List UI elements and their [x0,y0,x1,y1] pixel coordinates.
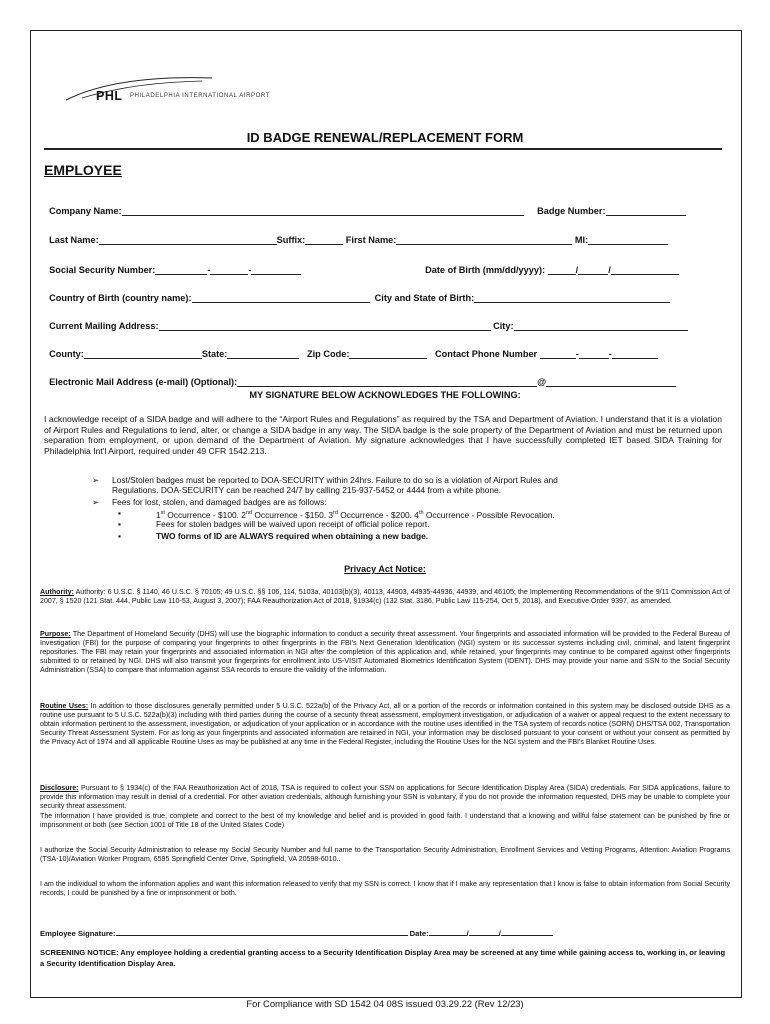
mailing-address-field[interactable] [159,321,491,331]
dob-separator: / [608,265,611,275]
email-domain-field[interactable] [546,377,676,387]
mailing-row [44,311,688,331]
ssn-field-3[interactable] [251,265,301,275]
city-field[interactable] [514,321,688,331]
routine-uses-label: Routine Uses: [40,702,89,710]
company-field[interactable] [122,206,524,216]
company-label: Company Name: [49,206,122,216]
acknowledgement-heading: MY SIGNATURE BELOW ACKNOWLEDGES THE FOLLOWING: [249,390,521,400]
authority-label: Authority: [40,588,74,596]
sub-bullet-two-ids: TWO forms of ID are ALWAYS required when obtaining a new badge. [156,531,429,541]
birth-row [44,283,670,303]
sub-bullet-police: Fees for stolen badges will be waived upon receipt of official police report. [156,519,430,529]
bullet-fees: Fees for lost, stolen, and damaged badges are as follows: [112,497,327,507]
logo-abbr: PHL [96,89,123,103]
authority-text: Authority: 6 U.S.C. § 1140, 46 U.S.C. § 70105; 49 U.S.C. §§ 106, 114, 5103a, 40103(b)(3), 40113, 44903, 44935-44936, 44939, and 46105; the Implementing Recommendations of the 9/11 Commission Act of 2007, § 1520 (121 Stat. 444, Public Law 110-53, August 3, 2007); FAA Reauthorization Act of 2018, §1934(c) (132 Stat. 3186, Public Law 115-254, Oct 5, 2018), and Executive Order 9397, as amended. [40,588,730,606]
ssn-label: Social Security Number: [49,265,156,275]
mi-label: MI: [574,235,589,245]
arrow-bullet-icon: ➢ [92,475,100,485]
zip-field[interactable] [349,349,427,359]
first-name-field[interactable] [396,235,572,245]
ssn-field-2[interactable] [210,265,248,275]
email-at: @ [537,377,547,387]
purpose-label: Purpose: [40,630,71,638]
sig-date-month[interactable] [429,927,467,936]
sig-date-year[interactable] [501,927,553,936]
square-bullet-icon: ▪ [118,531,121,541]
form-title: ID BADGE RENEWAL/REPLACEMENT FORM [246,130,524,145]
sub-bullet-occurrences: 1st Occurrence - $100. 2nd Occurrence - $150. 3rd Occurrence - $200. 4th Occurrence - Possible Revocation. [156,509,555,520]
signature-label: Employee Signature: [40,929,116,938]
email-row [44,367,676,387]
screening-notice: SCREENING NOTICE: Any employee holding a credential granting access to a Security Identification Display Area may be screened at any time while gaining access to, working in, or leaving a Security Identification Display Area. [40,948,726,968]
dob-separator: / [575,265,579,275]
county-field[interactable] [84,349,202,359]
purpose-paragraph [40,630,730,675]
bullet-text: Regulations. DOA-SECURITY can be reached 24/7 by calling 215-937-5452 or 4444 from a white phone. [112,484,502,495]
county-row [44,339,658,359]
certify-paragraph: The information I have provided is true, complete and correct to the best of my knowledge and belief and is provided in good faith. I understand that a knowing and willful false statement can be punished by fine or imprisonment or both (see Section 1001 of Title 18 of the United States Code) [40,812,730,830]
mailing-address-label: Current Mailing Address: [49,321,159,331]
routine-uses-text: In addition to those disclosures generally permitted under 5 U.S.C. 522a(b) of the Privacy Act, all or a portion of the records or information contained in this system may be disclosed outside DHS as a routine use pursuant to 5 U.S.C. 522a(b)(3) including with third parties during the course of a security threat assessment, employment investigation, or adjudication of a waiver or appeal request to the extent necessary to obtain information pertinent to the assessment, investigation, or adjudication of your application or in accordance with the routine uses identified in the TSA system of records notice (SORN) DHS/TSA 002, Transportation Security Threat Assessment System. For as long as your fingerprints and associated information are retained in NGI, your information may be disclosed pursuant to your consent or without your consent as permitted by the Privacy Act of 1974 and all applicable Routine Uses as may be published at any time in the Federal Register, including the Routine Uses for the NGI system and the FBI's Blanket Routine Uses. [40,702,730,747]
city-label: City: [493,321,514,331]
name-row [44,225,668,245]
date-label: Date: [409,929,429,938]
authority-paragraph [40,588,730,606]
dob-day-field[interactable] [575,265,608,275]
last-name-field[interactable] [99,235,277,245]
state-field[interactable] [227,349,299,359]
square-bullet-icon: ▪ [118,519,121,529]
title-rule [44,148,722,150]
individual-paragraph: I am the individual to whom the information applies and want this information released to verify that my SSN is correct. I know that if I make any representation that I know is false to obtain information from Social Security records, I could be punished by a fine or imprisonment or both. [40,880,730,898]
badge-row [532,196,686,216]
section-heading: EMPLOYEE [44,162,122,178]
email-label: Electronic Mail Address (e-mail) (Optional): [49,377,238,387]
privacy-heading: Privacy Act Notice: [344,564,426,574]
county-label: County: [49,349,84,359]
last-name-label: Last Name: [49,235,99,245]
signature-row: Employee Signature: Date: / / [40,927,553,938]
disclosure-text: Pursuant to § 1934(c) of the FAA Reauthorization Act of 2018, TSA is required to collect your SSN on applications for Secure Identification Display Area (SIDA) credentials. For SIDA applications, failure to provide this information may result in denial of a credential. For other aviation credentials, although furnishing your SSN is voluntary, if you do not provide the information requested, DHS may be unable to complete your security threat assessment. [40,784,730,811]
email-user-field[interactable] [237,377,537,387]
phone-field-1[interactable] [540,349,576,359]
phl-logo [62,72,302,106]
dob-row [420,255,679,275]
routine-uses-paragraph [40,702,730,747]
sig-date-day[interactable] [469,927,499,936]
ssn-dash: - [207,265,211,275]
square-bullet-icon: ▪ [118,508,121,518]
bullet-lost-stolen [112,476,712,496]
authorize-paragraph: I authorize the Social Security Administration to release my Social Security Number and full name to the Transportation Security Administration, Enrollment Services and Vetting Programs, Attention: Aviation Programs (TSA-10)/Aviation Worker Program, 6595 Springfield Center Drive, Springfield, VA 20598-6010.. [40,846,730,864]
ssn-row [44,255,301,275]
acknowledgement-paragraph: I acknowledge receipt of a SIDA badge and will adhere to the “Airport Rules and Regulations” as required by the TSA and Department of Aviation. I understand that it is a violation of Airport Rules and Regulations to lend, alter, or change a SIDA badge in any way. The SIDA badge is the sole property of the Department of Aviation and must be returned upon separation from employment, or upon demand of the Department of Aviation. My signature acknowledges that I have successfully completed IET based SIDA Training for Philadelphia Int'l Airport, required under 49 CFR 1542.213. [44,414,722,456]
disclosure-label: Disclosure: [40,784,79,792]
phone-dash: - [608,349,612,359]
phone-label: Contact Phone Number [435,349,538,359]
logo-name: PHILADELPHIA INTERNATIONAL AIRPORT [130,93,270,99]
arrow-bullet-icon: ➢ [92,497,100,507]
bullet-text: Lost/Stolen badges must be reported to DOA-SECURITY within 24hrs. Failure to do so is a violation of Airport Rules and [112,475,558,485]
country-birth-field[interactable] [192,293,370,303]
company-row [44,196,524,216]
badge-number-field[interactable] [606,206,686,216]
ssn-field-1[interactable] [155,265,207,275]
signature-field[interactable] [116,927,408,936]
dob-month-field[interactable] [548,265,576,275]
footer-compliance: For Compliance with SD 1542 04 08S issued 03.29.22 (Rev 12/23) [246,998,524,1009]
dob-year-field[interactable] [611,265,679,275]
phone-dash: - [575,349,579,359]
dob-label: Date of Birth (mm/dd/yyyy): [425,265,546,275]
suffix-field[interactable] [305,235,343,245]
suffix-label: Suffix: [276,235,306,245]
phone-field-2[interactable] [579,349,609,359]
mi-field[interactable] [588,235,668,245]
city-state-birth-field[interactable] [474,293,670,303]
purpose-text: The Department of Homeland Security (DHS) will use the biographic information to conduct a security threat assessment. Your fingerprints and associated information will be provided to the Federal Bureau of Investigation (FBI) for the purpose of comparing your fingerprints to other fingerprints in the FBI's Next Generation Identification (NGI) system or its successor systems including civil, criminal, and latent fingerprint repositories. The FBI may retain your fingerprints and associated information in NGI after the completion of this application and, while retained, your fingerprints may continue to be compared against other fingerprints submitted to or retained by NGI. DHS will also transmit your fingerprints for enrollment into US-VISIT Automated Biometrics Identification System (IDENT). DHS may provide your name and SSN to the Social Security Administration (SSA) to compare that information against SSA records to ensure the validity of the information. [40,630,730,675]
first-name-label: First Name: [345,235,397,245]
disclosure-paragraph [40,784,730,811]
city-state-birth-label: City and State of Birth: [374,293,475,303]
badge-number-label: Badge Number: [537,206,606,216]
state-label: State: [201,349,228,359]
phone-field-3[interactable] [612,349,658,359]
ssn-dash: - [248,265,252,275]
zip-label: Zip Code: [307,349,350,359]
country-birth-label: Country of Birth (country name): [49,293,192,303]
